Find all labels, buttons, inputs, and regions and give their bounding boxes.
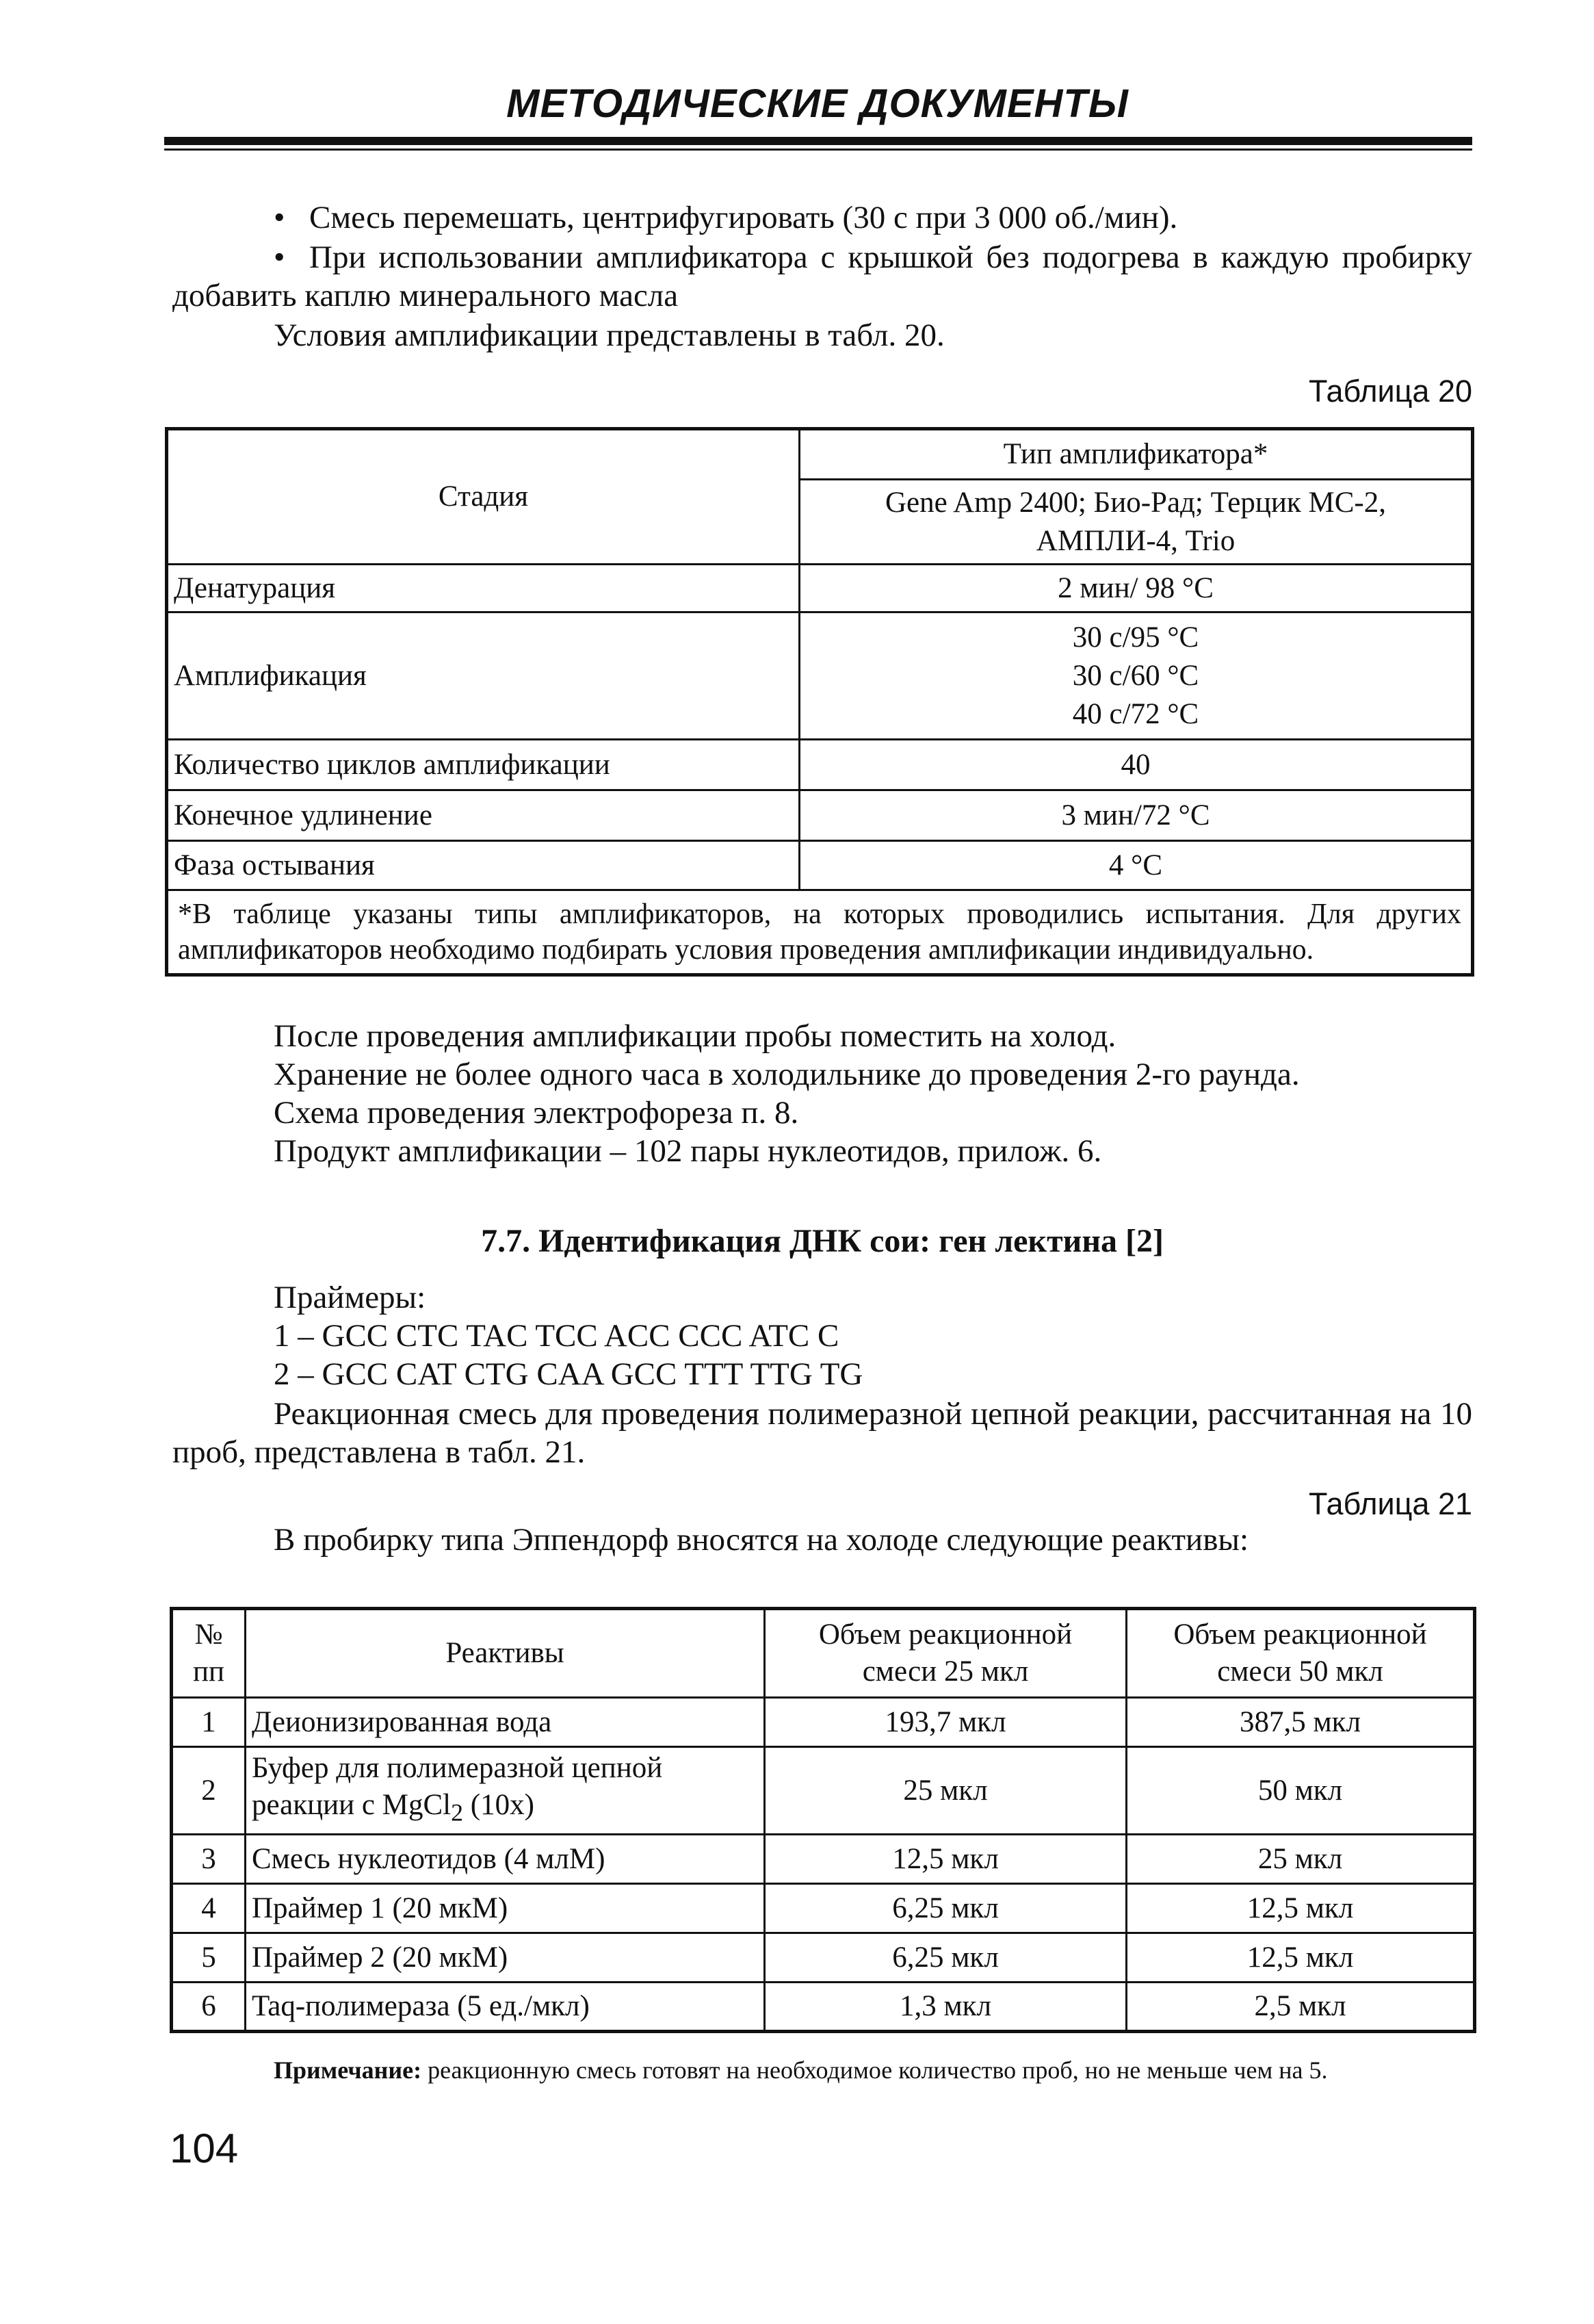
volume-50: 12,5 мкл bbox=[1127, 1884, 1475, 1933]
reagent-name: Taq-полимераза (5 ед./мкл) bbox=[246, 1983, 765, 2032]
table-row bbox=[172, 1884, 1475, 1933]
note-label: Примечание: bbox=[274, 2056, 422, 2084]
table-20-value-line: 30 с/95 °С bbox=[1072, 621, 1199, 654]
col-header-volume-25-line-2: смеси 25 мкл bbox=[862, 1655, 1029, 1688]
table-20-caption: Таблица 20 bbox=[1309, 374, 1472, 409]
after-paragraph-1: После проведения амплификации пробы поместить на холод. bbox=[274, 1018, 1116, 1054]
table-20-value-cell: 40 bbox=[800, 740, 1473, 790]
table-20-models-line-1: Gene Amp 2400; Био-Рад; Терцик МС-2, bbox=[885, 486, 1386, 519]
volume-50: 12,5 мкл bbox=[1127, 1933, 1475, 1983]
col-header-num bbox=[172, 1609, 246, 1698]
row-number: 2 bbox=[172, 1747, 246, 1835]
col-header-reagents: Реактивы bbox=[246, 1609, 765, 1698]
row-number: 6 bbox=[172, 1983, 246, 2032]
table-row bbox=[172, 1747, 1475, 1835]
reagent-name-line-2-pre: реакции с MgCl bbox=[252, 1789, 452, 1822]
reagent-name bbox=[246, 1747, 765, 1835]
table-20-stage-header: Стадия bbox=[167, 429, 800, 565]
conditions-paragraph: Условия амплификации представлены в табл. 20. bbox=[274, 318, 945, 353]
table-20-value-line: 30 с/60 °С bbox=[1072, 659, 1199, 692]
col-header-volume-25 bbox=[765, 1609, 1127, 1698]
row-number: 5 bbox=[172, 1933, 246, 1983]
volume-25: 193,7 мкл bbox=[765, 1698, 1127, 1747]
volume-50: 387,5 мкл bbox=[1127, 1698, 1475, 1747]
header-rule-thin bbox=[164, 149, 1472, 151]
volume-50: 25 мкл bbox=[1127, 1835, 1475, 1884]
table-20-value-cell: 2 мин/ 98 °С bbox=[800, 565, 1473, 612]
table-20-stage-cell: Конечное удлинение bbox=[167, 790, 800, 841]
bullet-mark: • bbox=[274, 240, 285, 275]
row-number: 4 bbox=[172, 1884, 246, 1933]
header-rule-thick bbox=[164, 137, 1472, 145]
table-20-value-cell: 4 °С bbox=[800, 841, 1473, 890]
bullet-1-text: Смесь перемешать, центрифугировать (30 с при 3 000 об./мин). bbox=[309, 200, 1178, 235]
volume-25: 12,5 мкл bbox=[765, 1835, 1127, 1884]
reagent-name-line-1: Буфер для полимеразной цепной bbox=[252, 1752, 663, 1785]
table-21 bbox=[170, 1607, 1476, 2033]
table-21-caption: Таблица 21 bbox=[1309, 1486, 1472, 1521]
table-20-value-cell: 3 мин/72 °С bbox=[800, 790, 1473, 841]
after-paragraph-4: Продукт амплификации – 102 пары нуклеотидов, прилож. 6. bbox=[274, 1133, 1102, 1169]
table-21-note bbox=[274, 2055, 1478, 2085]
reagent-name: Смесь нуклеотидов (4 млМ) bbox=[246, 1835, 765, 1884]
table-20-value-line: 40 с/72 °С bbox=[1072, 697, 1199, 730]
table-21-intro: В пробирку типа Эппендорф вносятся на холоде следующие реактивы: bbox=[274, 1522, 1249, 1558]
volume-50: 50 мкл bbox=[1127, 1747, 1475, 1835]
table-20 bbox=[165, 427, 1474, 977]
table-20-footnote: *В таблице указаны типы амплификаторов, на которых проводились испытания. Для других амплификаторов необходимо подбирать условия проведения амплификации индивидуально. bbox=[167, 890, 1473, 975]
mix-paragraph: Реакционная смесь для проведения полимеразной цепной реакции, рассчитанная на 10 проб, представлена в табл. 21. bbox=[172, 1396, 1472, 1470]
row-number: 3 bbox=[172, 1835, 246, 1884]
col-header-num-line-2: пп bbox=[192, 1655, 225, 1688]
after-paragraph-2: Хранение не более одного часа в холодильнике до проведения 2-го раунда. bbox=[274, 1057, 1300, 1092]
primer-2: 2 – GCC CAT CTG CAA GCC TTT TTG TG bbox=[274, 1356, 863, 1392]
page-number: 104 bbox=[170, 2126, 239, 2171]
col-header-volume-25-line-1: Объем реакционной bbox=[818, 1618, 1073, 1651]
reagent-name-line-2-post: (10х) bbox=[463, 1789, 534, 1822]
table-20-type-header: Тип амплификатора* bbox=[800, 429, 1473, 480]
table-20-stage-cell: Денатурация bbox=[167, 565, 800, 612]
bullet-mark: • bbox=[274, 200, 285, 235]
table-row bbox=[172, 1933, 1475, 1983]
table-20-models-header bbox=[800, 480, 1473, 565]
primer-1: 1 – GCC CTC TAC TCC ACC CCC ATC C bbox=[274, 1318, 839, 1354]
table-row bbox=[172, 1835, 1475, 1884]
reagent-name: Праймер 1 (20 мкМ) bbox=[246, 1884, 765, 1933]
primers-label: Праймеры: bbox=[274, 1280, 426, 1315]
reagent-name: Праймер 2 (20 мкМ) bbox=[246, 1933, 765, 1983]
table-20-stage-cell: Количество циклов амплификации bbox=[167, 740, 800, 790]
bullet-2 bbox=[172, 238, 1472, 315]
table-20-stage-cell: Амплификация bbox=[167, 612, 800, 740]
col-header-volume-50-line-1: Объем реакционной bbox=[1173, 1618, 1427, 1651]
note-text: реакционную смесь готовят на необходимое количество проб, но не меньше чем на 5. bbox=[421, 2056, 1328, 2084]
reagent-name: Деионизированная вода bbox=[246, 1698, 765, 1747]
table-row bbox=[172, 1698, 1475, 1747]
table-20-value-cell bbox=[800, 612, 1473, 740]
bullet-2-text: При использовании амплификатора с крышкой без подогрева в каждую пробирку добавить каплю минерального масла bbox=[172, 240, 1472, 313]
col-header-num-line-1: № bbox=[194, 1618, 223, 1651]
table-20-models-line-2: АМПЛИ-4, Trio bbox=[1036, 524, 1236, 557]
running-header: МЕТОДИЧЕСКИЕ ДОКУМЕНТЫ bbox=[506, 81, 1129, 126]
volume-25: 6,25 мкл bbox=[765, 1884, 1127, 1933]
volume-25: 6,25 мкл bbox=[765, 1933, 1127, 1983]
volume-25: 25 мкл bbox=[765, 1747, 1127, 1835]
row-number: 1 bbox=[172, 1698, 246, 1747]
col-header-volume-50-line-2: смеси 50 мкл bbox=[1217, 1655, 1383, 1688]
table-20-stage-cell: Фаза остывания bbox=[167, 841, 800, 890]
bullet-1 bbox=[172, 198, 1573, 237]
section-heading: 7.7. Идентификация ДНК сои: ген лектина [2] bbox=[481, 1223, 1164, 1259]
after-paragraph-3: Схема проведения электрофореза п. 8. bbox=[274, 1095, 799, 1131]
reagent-subscript: 2 bbox=[451, 1798, 463, 1826]
volume-50: 2,5 мкл bbox=[1127, 1983, 1475, 2032]
col-header-volume-50 bbox=[1127, 1609, 1475, 1698]
table-row bbox=[172, 1983, 1475, 2032]
volume-25: 1,3 мкл bbox=[765, 1983, 1127, 2032]
